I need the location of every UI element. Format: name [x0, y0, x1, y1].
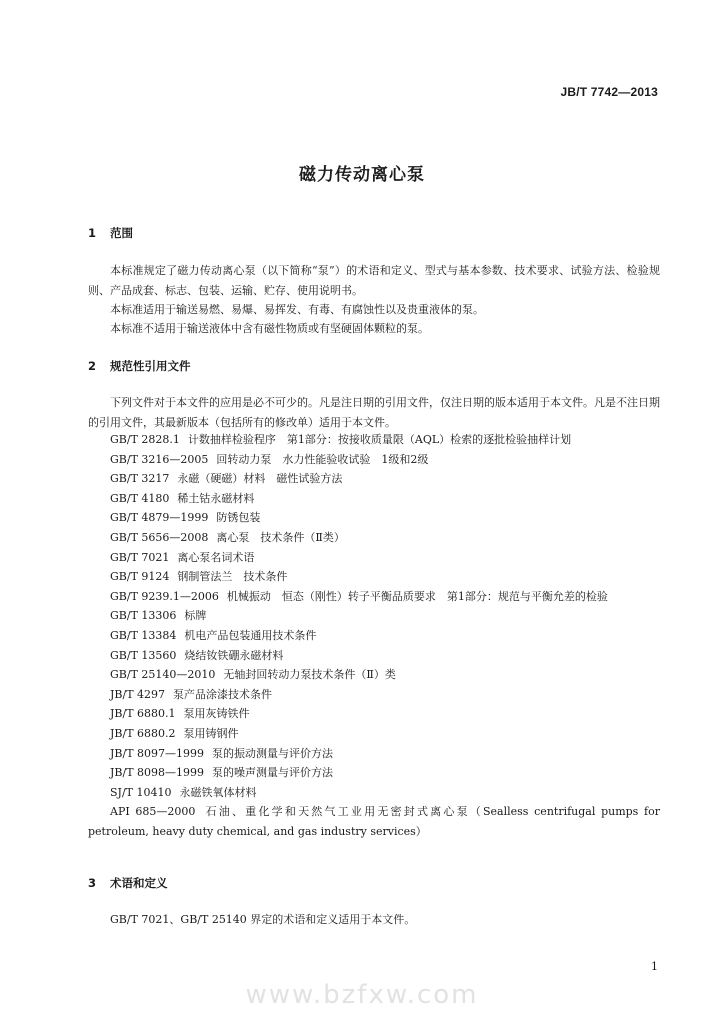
scope-paragraph-1: 本标准规定了磁力传动离心泵（以下简称“泵”）的术语和定义、型式与基本参数、技术要求、试验方法、检验规则、产品成套、标志、包装、运输、贮存、使用说明书。	[88, 264, 660, 297]
reference-code: JB/T 6880.2	[110, 726, 176, 740]
section-title: 术语和定义	[110, 876, 168, 890]
reference-title: 离心泵名词术语	[177, 550, 255, 564]
reference-code: JB/T 8097—1999	[110, 746, 205, 760]
reference-item	[110, 685, 660, 705]
scope-paragraph-2: 本标准适用于输送易燃、易爆、易挥发、有毒、有腐蚀性以及贵重液体的泵。	[110, 303, 484, 316]
reference-code: GB/T 9124	[110, 570, 170, 584]
reference-item	[110, 606, 660, 626]
reference-title: 烧结钕铁硼永磁材料	[184, 648, 284, 662]
scope-paragraph-3: 本标准不适用于输送液体中含有磁性物质或有坚硬固体颗粒的泵。	[110, 322, 429, 335]
reference-code: GB/T 5656—2008	[110, 530, 209, 544]
reference-code: GB/T 3216—2005	[110, 452, 209, 466]
reference-code: API 685—2000	[110, 805, 196, 819]
section-heading-normative-references	[88, 358, 191, 374]
reference-code: JB/T 8098—1999	[110, 766, 205, 780]
terms-paragraph: GB/T 7021、GB/T 25140 界定的术语和定义适用于本文件。	[110, 913, 416, 926]
reference-title: 无轴封回转动力泵技术条件（Ⅱ）类	[223, 668, 396, 682]
reference-item	[110, 430, 660, 450]
reference-item	[110, 744, 660, 764]
reference-code: GB/T 25140—2010	[110, 668, 216, 682]
reference-item	[110, 469, 660, 489]
reference-item	[110, 783, 660, 803]
section-heading-scope	[88, 225, 133, 241]
reference-item	[110, 646, 660, 666]
reference-title: 标牌	[184, 609, 207, 623]
reference-code: GB/T 13306	[110, 609, 177, 623]
reference-title: 机电产品包装通用技术条件	[184, 628, 317, 642]
reference-title: 石油、重化学和天然气工业用无密封式离心泵（Sealless centrifugal pumps for petroleum, heavy duty chemical, and gas industry services）	[88, 805, 660, 838]
reference-title: 永磁铁氧体材料	[179, 785, 257, 799]
watermark: www.bzfxw.com	[245, 980, 479, 1010]
reference-title: 离心泵 技术条件（Ⅱ类）	[216, 530, 345, 544]
reference-item	[110, 763, 660, 783]
reference-code: GB/T 4879—1999	[110, 511, 209, 525]
reference-item	[110, 489, 660, 509]
reference-title: 计数抽样检验程序 第1部分：按接收质量限（AQL）检索的逐批检验抽样计划	[187, 433, 572, 446]
reference-code: JB/T 6880.1	[110, 707, 176, 721]
reference-title: 泵用铸钢件	[183, 726, 239, 740]
reference-title: 泵的振动测量与评价方法	[212, 746, 334, 760]
reference-code: GB/T 3217	[110, 472, 170, 486]
reference-code: GB/T 7021	[110, 550, 170, 564]
reference-title: 稀土钴永磁材料	[177, 491, 255, 505]
reference-item	[110, 626, 660, 646]
section-title: 范围	[110, 226, 134, 240]
reference-code: GB/T 13384	[110, 628, 177, 642]
page-number: 1	[651, 960, 658, 973]
reference-item	[110, 548, 660, 568]
reference-code: GB/T 4180	[110, 491, 170, 505]
reference-code: JB/T 4297	[110, 687, 166, 701]
reference-item	[110, 567, 660, 587]
reference-title: 泵用灰铸铁件	[183, 707, 250, 721]
reference-item	[110, 508, 660, 528]
references-intro-paragraph: 下列文件对于本文件的应用是必不可少的。凡是注日期的引用文件，仅注日期的版本适用于本文件。凡是不注日期的引用文件，其最新版本（包括所有的修改单）适用于本文件。	[88, 396, 660, 429]
reference-title: 防锈包装	[216, 511, 261, 525]
reference-title: 机械振动 恒态（刚性）转子平衡品质要求 第1部分：规范与平衡允差的检验	[226, 589, 608, 603]
reference-item	[88, 587, 660, 607]
reference-item	[88, 802, 660, 841]
reference-title: 泵产品涂漆技术条件	[173, 687, 273, 701]
section-number: 3	[88, 876, 97, 890]
section-title: 规范性引用文件	[110, 359, 191, 373]
section-heading-terms-definitions	[88, 875, 168, 891]
reference-item	[110, 665, 660, 685]
section-number: 2	[88, 359, 97, 373]
reference-title: 回转动力泵 水力性能验收试验 1级和2级	[216, 452, 429, 466]
reference-code: GB/T 13560	[110, 648, 177, 662]
standard-number: JB/T 7742—2013	[560, 85, 658, 99]
section-number: 1	[88, 226, 97, 240]
reference-list	[88, 430, 660, 841]
reference-item	[110, 704, 660, 724]
reference-code: GB/T 9239.1—2006	[110, 589, 219, 603]
reference-item	[110, 528, 660, 548]
document-title: 磁力传动离心泵	[299, 165, 425, 185]
reference-code: GB/T 2828.1	[110, 433, 180, 446]
reference-title: 永磁（硬磁）材料 磁性试验方法	[177, 472, 343, 486]
reference-item	[110, 450, 660, 470]
reference-code: SJ/T 10410	[110, 785, 172, 799]
reference-item	[110, 724, 660, 744]
reference-title: 泵的噪声测量与评价方法	[212, 766, 334, 780]
reference-title: 钢制管法兰 技术条件	[177, 570, 288, 584]
